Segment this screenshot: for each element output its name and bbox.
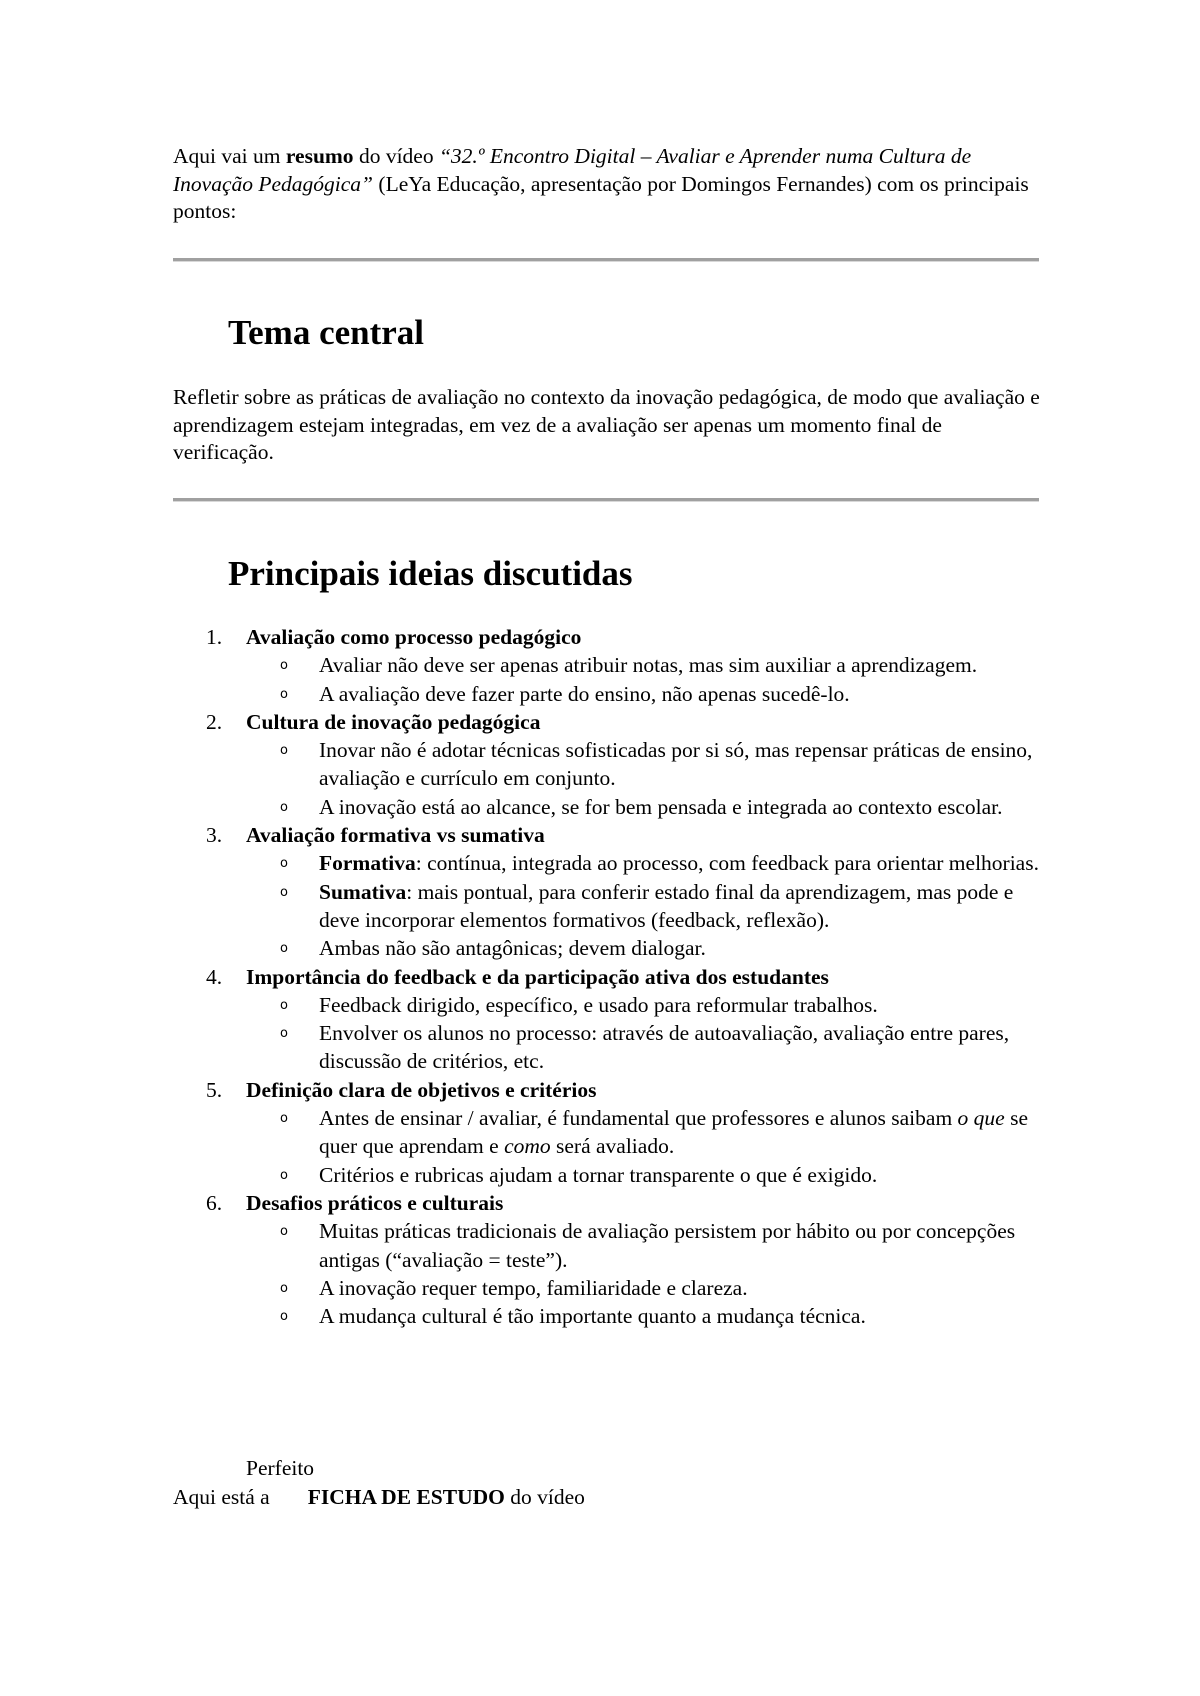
sub-item-text: A mudança cultural é tão importante quanto a mudança técnica. — [319, 1304, 866, 1329]
bullet-icon: o — [280, 997, 288, 1013]
sub-item — [246, 991, 1043, 1019]
idea-number: 4. — [206, 964, 223, 989]
intro-text-1: Aqui vai um — [173, 144, 286, 168]
sub-item — [246, 736, 1043, 793]
idea-item — [173, 963, 1043, 1076]
sub-item-text: Ambas não são antagônicas; devem dialogar. — [319, 936, 706, 961]
idea-item — [173, 623, 1043, 708]
sub-item — [246, 1161, 1043, 1189]
sub-item-emphasis: o que — [957, 1106, 1005, 1131]
sub-item — [246, 793, 1043, 821]
idea-number: 3. — [206, 823, 223, 848]
idea-title: Avaliação formativa vs sumativa — [246, 823, 545, 848]
tema-central-text: Refletir sobre as práticas de avaliação no contexto da inovação pedagógica, de modo que avaliação e aprendizagem estejam integradas, em vez de a avaliação ser apenas um momento final de verificação. — [173, 385, 1040, 464]
sub-item-text: : contínua, integrada ao processo, com feedback para orientar melhorias. — [415, 851, 1039, 876]
perfeito-text: Perfeito — [246, 1456, 315, 1480]
bullet-icon: o — [280, 799, 288, 815]
ficha-prefix: Aqui está a — [173, 1485, 270, 1509]
intro-text-2: do vídeo — [353, 144, 439, 168]
bullet-icon: o — [280, 743, 288, 759]
sub-item-text: : mais pontual, para conferir estado final da aprendizagem, mas pode e deve incorporar elementos formativos (feedback, reflexão). — [319, 879, 1014, 932]
sub-item — [246, 651, 1043, 679]
bullet-icon: o — [280, 686, 288, 702]
sub-item — [246, 680, 1043, 708]
sub-item-text: Avaliar não deve ser apenas atribuir notas, mas sim auxiliar a aprendizagem. — [319, 653, 978, 678]
bullet-icon: o — [280, 856, 288, 872]
sub-item — [246, 878, 1043, 935]
horizontal-rule-1 — [173, 258, 1039, 262]
intro-bold-resumo: resumo — [285, 144, 354, 168]
bullet-icon: o — [280, 658, 288, 674]
sub-item-text: Envolver os alunos no processo: através de autoavaliação, avaliação entre pares, discussão de critérios, etc. — [319, 1021, 1010, 1074]
idea-number: 2. — [206, 709, 223, 734]
sub-item-bold-label: Sumativa — [319, 879, 407, 904]
sub-item — [246, 1217, 1043, 1274]
intro-paragraph — [173, 143, 1043, 226]
idea-title: Definição clara de objetivos e critérios — [246, 1077, 597, 1102]
bullet-icon: o — [280, 1026, 288, 1042]
idea-item — [173, 1076, 1043, 1189]
idea-number: 1. — [206, 625, 223, 649]
bullet-icon: o — [280, 941, 288, 957]
idea-sublist — [246, 1217, 1043, 1330]
sub-item-text: Inovar não é adotar técnicas sofisticadas por si só, mas repensar práticas de ensino, avaliação e currículo em conjunto. — [319, 738, 1033, 791]
sub-item-text: Critérios e rubricas ajudam a tornar transparente o que é exigido. — [319, 1162, 878, 1187]
sub-item — [246, 849, 1043, 877]
ficha-suffix: do vídeo — [504, 1485, 585, 1509]
idea-sublist — [246, 991, 1043, 1076]
idea-number: 6. — [206, 1190, 223, 1215]
intro-video-title: “32.º Encontro Digital – Avaliar e Aprender numa Cultura de Inovação Pedagógica” — [173, 144, 972, 196]
sub-item-emphasis: como — [504, 1134, 551, 1159]
sub-item-text: Feedback dirigido, específico, e usado para reformular trabalhos. — [319, 992, 878, 1017]
bullet-icon: o — [280, 1309, 288, 1325]
sub-item-bold-label: Formativa — [319, 851, 416, 876]
idea-title: Cultura de inovação pedagógica — [246, 709, 541, 734]
sub-item-text: será avaliado. — [550, 1134, 675, 1159]
tema-central-heading: Tema central — [228, 313, 425, 352]
bullet-icon: o — [280, 1224, 288, 1240]
sub-item-text: A avaliação deve fazer parte do ensino, não apenas sucedê-lo. — [319, 681, 850, 706]
bullet-icon: o — [280, 1167, 288, 1183]
idea-sublist — [246, 736, 1043, 821]
sub-item — [246, 934, 1043, 962]
idea-sublist — [246, 651, 1043, 708]
horizontal-rule-2 — [173, 498, 1039, 502]
ideas-list — [173, 623, 1043, 1330]
intro-text-3: (LeYa Educação, apresentação por Domingos Fernandes) com os principais pontos: — [173, 171, 1029, 223]
sub-item-text: se quer que aprendam e — [319, 1106, 1029, 1159]
sub-item — [246, 1104, 1043, 1161]
sub-item-text: A inovação requer tempo, familiaridade e clareza. — [319, 1275, 748, 1300]
ficha-bold: FICHA DE ESTUDO — [307, 1485, 505, 1509]
sub-item-text: A inovação está ao alcance, se for bem pensada e integrada ao contexto escolar. — [319, 794, 1003, 819]
idea-title: Desafios práticos e culturais — [246, 1190, 504, 1215]
ficha-line — [173, 1483, 585, 1511]
bullet-icon: o — [280, 1111, 288, 1127]
bullet-icon: o — [280, 1280, 288, 1296]
idea-item — [173, 708, 1043, 821]
idea-title: Importância do feedback e da participação ativa dos estudantes — [246, 964, 829, 989]
bullet-icon: o — [280, 884, 288, 900]
idea-number: 5. — [206, 1077, 223, 1102]
sub-item-text: Antes de ensinar / avaliar, é fundamental que professores e alunos saibam — [319, 1106, 958, 1131]
principais-ideias-heading: Principais ideias discutidas — [228, 554, 633, 593]
sub-item — [246, 1019, 1043, 1076]
idea-sublist — [246, 1104, 1043, 1189]
sub-item-text: Muitas práticas tradicionais de avaliação persistem por hábito ou por concepções antigas (“avaliação = teste”). — [319, 1219, 1016, 1272]
sub-item — [246, 1302, 1043, 1330]
idea-item — [173, 1189, 1043, 1330]
sub-item — [246, 1274, 1043, 1302]
idea-item — [173, 821, 1043, 962]
idea-sublist — [246, 849, 1043, 962]
idea-title: Avaliação como processo pedagógico — [246, 625, 582, 649]
